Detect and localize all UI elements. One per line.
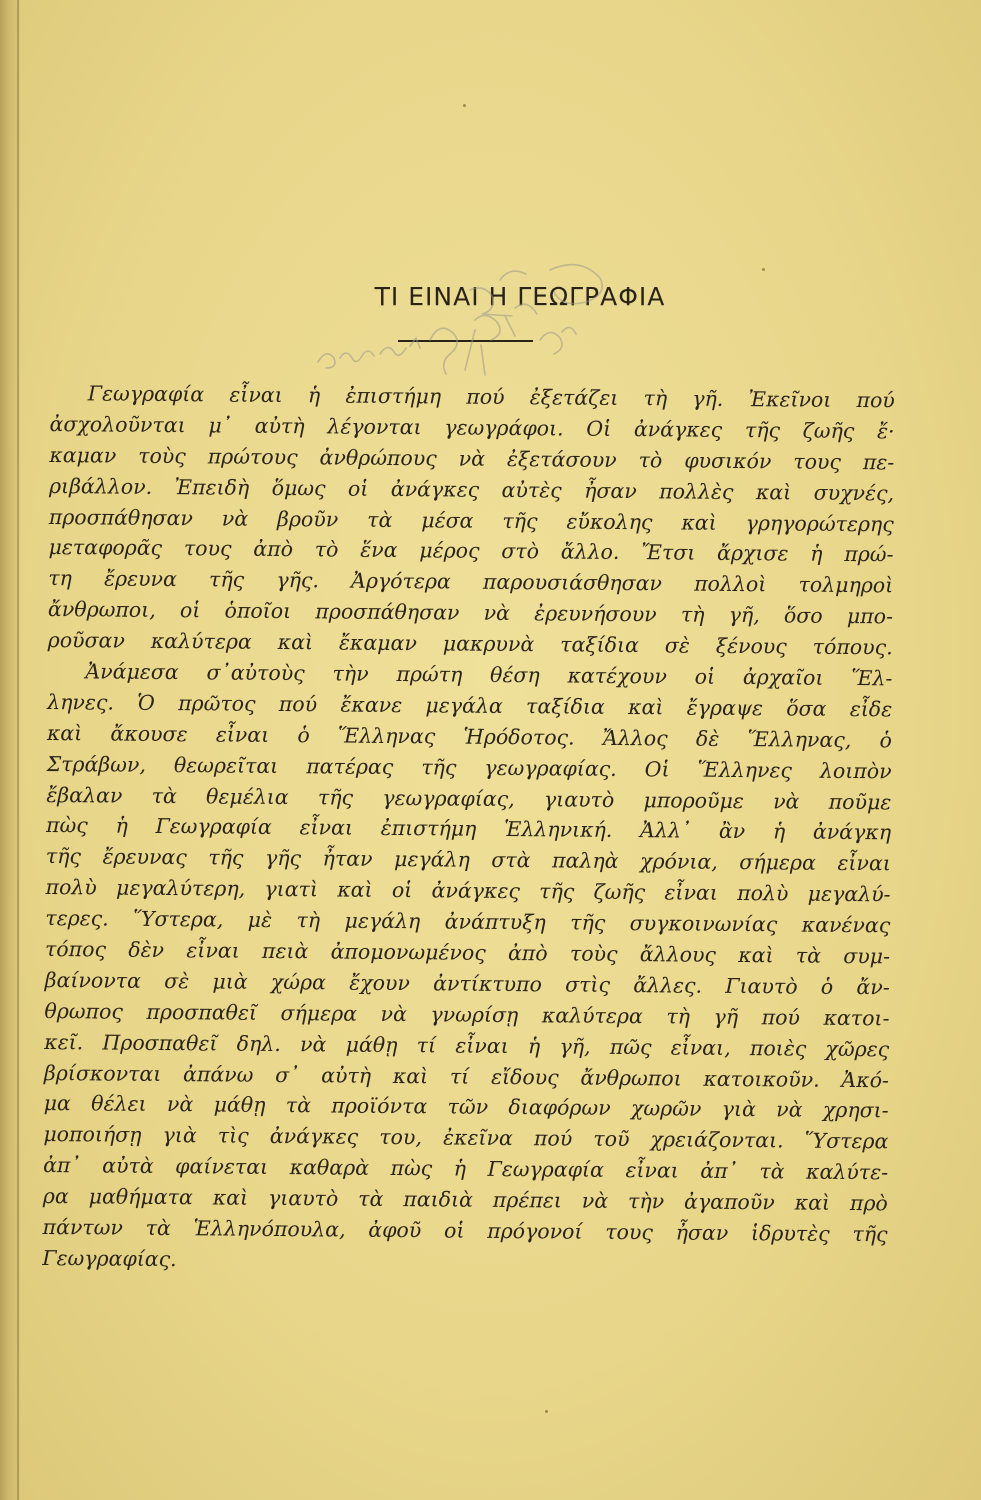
page-title: ΤΙ ΕΙΝΑΙ Η ΓΕΩΓΡΑΦΙΑ	[374, 282, 666, 311]
text-line: θρωπος προσπαθεῖ σήμερα νὰ γνωρίσῃ καλύτερα τὴ γῆ πού κατοι-	[44, 998, 890, 1031]
pencil-annotation	[300, 250, 630, 400]
text-line: Γεωγραφία εἶναι ἡ ἐπιστήμη πού ἐξετάζει τὴ γῆ. Ἐκεῖνοι πού	[87, 381, 895, 413]
text-line: πολὺ μεγαλύτερη, γιατὶ καὶ οἱ ἀνάγκες τῆς ζωῆς εἶναι πολὺ μεγαλύ-	[45, 875, 891, 907]
text-line: ἄνθρωποι, οἱ ὁποῖοι προσπάθησαν νὰ ἐρευνήσουν τὴ γῆ, ὅσο μπο-	[47, 597, 894, 629]
text-line: προσπάθησαν νὰ βροῦν τὰ μέσα τῆς εὔκολης καὶ γρηγορώτερης	[48, 504, 894, 536]
text-line: Ἀνάμεσα σ᾽αὐτοὺς τὴν πρώτη θέση κατέχουν οἱ ἀρχαῖοι Ἕλ-	[85, 659, 893, 691]
text-line: καὶ ἄκουσε εἶναι ὁ Ἕλληνας Ἡρόδοτος. Ἄλλος δὲ Ἕλληνας, ὁ	[46, 720, 892, 753]
text-line: κεῖ. Προσπαθεῖ δηλ. νὰ μάθῃ τί εἶναι ἡ γῆ, πῶς εἶναι, ποιὲς χῶρες	[44, 1029, 890, 1062]
text-line: καμαν τοὺς πρώτους ἀνθρώπους νὰ ἐξετάσουν τὸ φυσικόν τους πε-	[49, 442, 895, 475]
text-line: βαίνοντα σὲ μιὰ χώρα ἔχουν ἀντίκτυπο στὶς ἄλλες. Γιαυτὸ ὁ ἄν-	[44, 967, 890, 1000]
text-line: Γεωγραφίας.	[42, 1245, 177, 1272]
text-line: ἀσχολοῦνται μ᾽ αὐτὴ λέγονται γεωγράφοι. Οἱ ἀνάγκες τῆς ζωῆς ἔ·	[49, 411, 895, 444]
text-line: ριβάλλον. Ἐπειδὴ ὅμως οἱ ἀνάγκες αὐτὲς ἦσαν πολλὲς καὶ συχνές,	[48, 473, 895, 506]
text-line: μοποιήσῃ γιὰ τὶς ἀνάγκες του, ἐκεῖνα πού τοῦ χρειάζονται. Ὕστερα	[43, 1122, 889, 1154]
paper-speck	[762, 268, 765, 271]
text-line: ληνες. Ὁ πρῶτος πού ἔκανε μεγάλα ταξίδια καὶ ἔγραψε ὅσα εἶδε	[47, 689, 893, 722]
text-line: ρα μαθήματα καὶ γιαυτὸ τὰ παιδιὰ πρέπει νὰ τὴν ἀγαποῦν καὶ πρὸ	[42, 1184, 888, 1216]
text-line: ἔβαλαν τὰ θεμέλια τῆς γεωγραφίας, γιαυτὸ μποροῦμε νὰ ποῦμε	[46, 782, 892, 814]
paper-speck	[545, 1410, 548, 1413]
text-line: Στράβων, θεωρεῖται πατέρας τῆς γεωγραφίας. Οἱ Ἕλληνες λοιπὸν	[46, 751, 892, 784]
text-line: μα θέλει νὰ μάθῃ τὰ προϊόντα τῶν διαφόρων χωρῶν γιὰ νὰ χρησι-	[43, 1091, 889, 1123]
text-line: μεταφορᾶς τους ἀπὸ τὸ ἕνα μέρος στὸ ἄλλο. Ἔτσι ἄρχισε ἡ πρώ-	[48, 535, 894, 567]
title-underline	[398, 340, 533, 342]
page-fold-line	[17, 0, 19, 1500]
body-paragraph	[42, 378, 895, 1281]
text-line: πὼς ἡ Γεωγραφία εἶναι ἐπιστήμη Ἑλληνική. Ἀλλ᾽ ἂν ἡ ἀνάγκη	[45, 813, 892, 845]
paper-speck	[463, 104, 466, 107]
text-line: βρίσκονται ἀπάνω σ᾽ αὐτὴ καὶ τί εἴδους ἄνθρωποι κατοικοῦν. Ἀκό-	[43, 1060, 890, 1092]
text-line: τῆς ἔρευνας τῆς γῆς ἦταν μεγάλη στὰ παληὰ χρόνια, σήμερα εἶναι	[45, 844, 891, 876]
text-line: τη ἔρευνα τῆς γῆς. Ἀργότερα παρουσιάσθησαν πολλοὶ τολμηροὶ	[48, 566, 894, 598]
text-line: τερες. Ὕστερα, μὲ τὴ μεγάλη ἀνάπτυξη τῆς συγκοινωνίας κανένας	[45, 906, 891, 938]
text-line: ἀπ᾽ αὐτὰ φαίνεται καθαρὰ πὼς ἡ Γεωγραφία εἶναι ἀπ᾽ τὰ καλύτε-	[43, 1153, 889, 1185]
text-line: ροῦσαν καλύτερα καὶ ἔκαμαν μακρυνὰ ταξίδια σὲ ξένους τόπους.	[47, 628, 893, 660]
text-line: πάντων τὰ Ἑλληνόπουλα, ἀφοῦ οἱ πρόγονοί τους ἦσαν ἱδρυτὲς τῆς	[42, 1215, 888, 1247]
text-line: τόπος δὲν εἶναι πειὰ ἀπομονωμένος ἀπὸ τοὺς ἄλλους καὶ τὰ συμ-	[44, 937, 891, 969]
